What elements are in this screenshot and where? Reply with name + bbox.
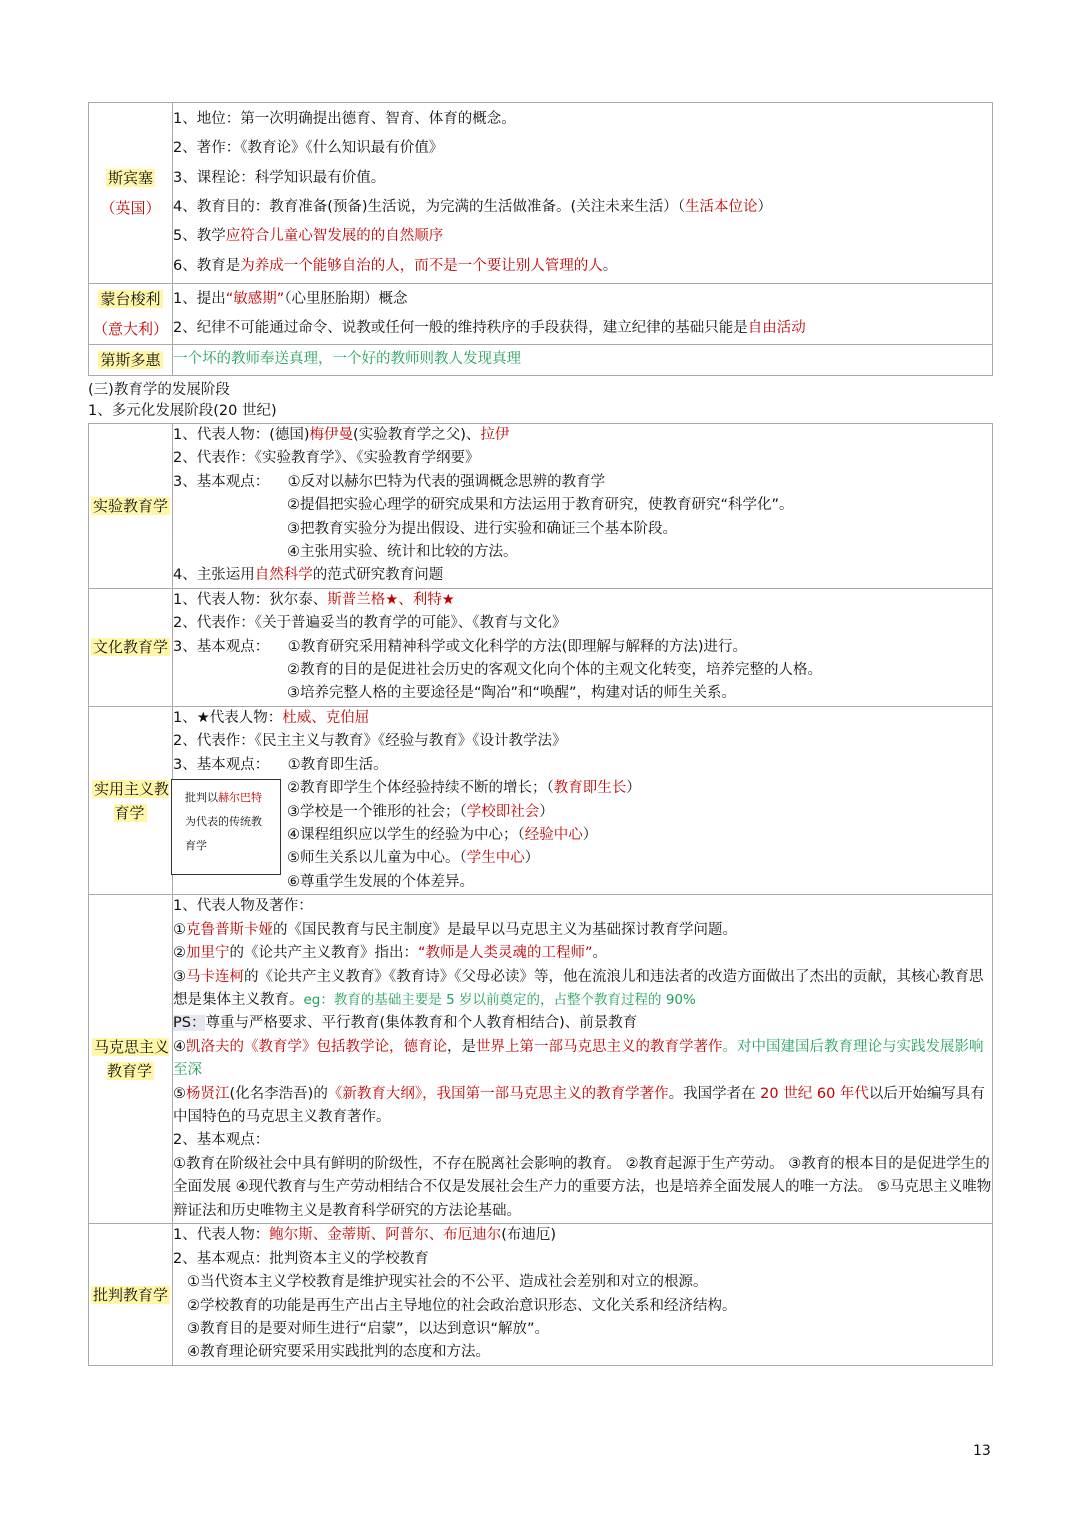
montessori-line-1-end: （心里胚胎期）概念 [284,290,408,307]
cul-spranger-litt: 斯普兰格★、利特★ [327,591,455,608]
row-montessori [89,284,993,345]
marx-kairov [173,1036,992,1083]
schools-table [88,423,993,1366]
marx-p2-num: ② [173,945,186,962]
spencer-line-6-end: 。 [602,257,618,274]
content-cultural [173,588,993,706]
prag-experience-center: 经验中心 [524,826,583,843]
crit-bourdieu: (布迪厄) [501,1227,557,1244]
section-heading: (三)教育学的发展阶段 [88,382,230,398]
marx-yang-text: 。我国学者在 [668,1085,756,1102]
marx-kalinin-quote: “教师是人类灵魂的工程师” [418,945,593,962]
page-number: 13 [973,1443,991,1459]
spencer-self-governing: 为养成一个能够自治的人，而不是一个要让别人管理的人 [240,257,603,274]
marx-kairov-contents: 教学论，德育论 [345,1038,447,1055]
critique-text-1: 批判以 [185,791,218,805]
marx-yang-alias: (化名李浩吾)的 [229,1085,328,1102]
exp-basic-views: 3、基本观点： [173,473,270,490]
prag-view-4-end: ） [582,826,598,843]
critique-note-box [171,779,281,875]
cul-line-3 [173,636,992,659]
prag-view-1: ①教育即生活。 [287,756,388,773]
label-montessori-country: （意大利） [92,320,168,338]
cul-line-1 [173,589,992,612]
page-content [88,102,993,1366]
exp-line-1 [173,424,992,447]
prag-view-2-text: ②教育即学生个体经验持续不断的增长；（ [287,780,554,797]
label-marxist [89,895,173,1224]
exp-natural-science: 自然科学 [254,567,313,584]
marx-ps-text: 尊重与严格要求、平行教育(集体教育和个人教育相结合)、前景教育 [205,1015,638,1032]
crit-view-2: ②学校教育的功能是再生产出占主导地位的社会政治意识形态、文化关系和经济结构。 [187,1297,737,1314]
marx-kalinin [173,942,992,965]
crit-line-1 [173,1224,992,1247]
cul-line-1-text: 1、代表人物：狄尔泰、 [173,591,328,608]
crit-line-1-text: 1、代表人物： [173,1227,270,1244]
spencer-line-4 [173,193,992,222]
content-spencer [173,103,993,284]
content-diesterweg [173,345,993,376]
marx-p3-num: ③ [173,968,186,985]
label-pragmatic [89,706,173,894]
marx-yang [173,1083,992,1130]
exp-view-1: ①反对以赫尔巴特为代表的强调概念思辨的教育学 [287,473,606,490]
exp-line-2: 2、代表作：《实验教育学》、《实验教育学纲要》 [173,450,480,467]
row-spencer [89,103,993,284]
label-montessori-name: 蒙台梭利 [100,290,161,308]
marx-p5-num: ⑤ [173,1085,186,1102]
spencer-line-3: 3、课程论：科学知识最有价值。 [173,169,386,186]
marx-krupskaya-name: 克鲁普斯卡娅 [186,921,273,938]
marx-kairov-is: ，是 [447,1038,476,1055]
row-diesterweg [89,345,993,376]
marx-line-2: 2、基本观点： [173,1132,270,1149]
row-critical [89,1224,993,1366]
row-experimental [89,424,993,589]
spencer-line-6-text: 6、教育是 [173,257,241,274]
crit-view-1: ①当代资本主义学校教育是维护现实社会的不公平、造成社会差别和对立的根源。 [187,1274,708,1291]
spencer-line-4-end: ） [757,199,772,215]
prag-view-6: ⑥尊重学生发展的个体差异。 [287,873,474,890]
marx-kalinin-end: 。 [592,945,608,962]
row-marxist [89,895,993,1224]
cul-line-2: 2、代表作：《关于普遍妥当的教育学的可能》、《教育与文化》 [173,615,567,632]
exp-father: (实验教育学之父)、 [353,427,481,443]
montessori-line-1-text: 1、提出 [173,290,226,307]
crit-view-4: ④教育理论研究要采用实践批判的态度和方法。 [187,1344,490,1361]
marx-kalinin-text: 的《论共产主义教育》指出： [229,945,418,962]
cul-basic-views: 3、基本观点： [173,638,270,655]
label-diesterweg [89,345,173,376]
cul-view-2: ②教育的目的是促进社会历史的客观文化向个体的主观文化转变，培养完整的人格。 [287,662,822,679]
exp-line-4-end: 的范式研究教育问题 [312,567,444,584]
marx-yang-name: 杨贤江 [186,1085,230,1102]
cul-view-1: ①教育研究采用精神科学或文化科学的方法(即理解与解释的方法)进行。 [287,638,747,655]
crit-figures: 鲍尔斯、金蒂斯、阿普尔、布厄迪尔 [269,1227,502,1244]
content-critical [173,1224,993,1366]
spencer-line-1: 1、地位：第一次明确提出德育、智育、体育的概念。 [173,111,516,128]
crit-line-2: 2、基本观点：批判资本主义的学校教育 [173,1250,429,1267]
crit-view-3: ③教育目的是要对师生进行“启蒙”，以达到意识“解放”。 [187,1321,550,1338]
label-spencer-name: 斯宾塞 [107,169,153,187]
prag-view-3 [173,801,992,824]
marx-kairov-name: 凯洛夫 [186,1038,230,1055]
label-cultural-text: 文化教育学 [92,638,168,657]
prag-view-2-end: ） [626,780,641,797]
spencer-life-based: 生活本位论 [684,199,758,215]
montessori-free-activity: 自由活动 [747,320,806,336]
label-pragmatic-text: 实用主义教育学 [93,779,169,822]
critique-line-2: 为代表的传统教 [185,815,262,829]
marx-ps [173,1012,992,1035]
exp-lay: 拉伊 [480,427,510,443]
prag-views-block [173,777,992,894]
prag-line-1 [173,707,992,730]
exp-line-3 [173,471,992,494]
marx-kairov-first: 世界上第一部马克思主义的教育学著作 [476,1038,723,1055]
prag-dewey-kilpatrick: 杜威、克伯屈 [282,709,370,726]
marx-makarenko-name: 马卡连柯 [186,968,244,985]
marx-kalinin-name: 加里宁 [186,945,230,962]
marx-krupskaya-text: 的《国民教育与民主制度》是最早以马克思主义为基础探讨教育学问题。 [273,921,737,938]
prag-student-center: 学生中心 [466,850,525,867]
exp-line-1-text: 1、代表人物：(德国) [173,427,310,443]
marx-makarenko-eg: eg：教育的基础主要是 5 岁以前奠定的，占整个教育过程的 90% [303,991,696,1008]
prag-view-3-end: ） [539,803,554,820]
marx-kairov-book: 的《教育学》包括 [229,1038,346,1055]
exp-meumann: 梅伊曼 [309,427,354,443]
spencer-line-5-text: 5、教学 [173,228,226,245]
content-marxist [173,895,993,1224]
label-experimental [89,424,173,589]
marx-makarenko-text: 的《论共产主义教育》《教育诗》《父母必读》等，他在流浪儿和违法者的改造方面做出了杰出的贡献，其核心教育思想是集体主义教育。 [173,968,984,1008]
spencer-natural-order: 应符合儿童心智发展的的自然顺序 [225,228,444,245]
content-experimental [173,424,993,589]
cul-view-3: ③培养完整人格的主要途径是“陶冶”和“唤醒”，构建对话的师生关系。 [287,685,737,702]
label-montessori [89,284,173,345]
label-critical [89,1224,173,1366]
prag-line-2: 2、代表作：《民主主义与教育》《经验与教育》《设计教学法》 [173,733,567,750]
exp-view-4: ④主张用实验、统计和比较的方法。 [287,544,518,561]
row-pragmatic [89,706,993,894]
marx-ps-label: PS： [173,1015,206,1032]
label-diesterweg-name: 第斯多惠 [100,351,161,369]
marx-p4-num: ④ [173,1038,186,1055]
label-spencer-country: （英国） [100,199,161,217]
prag-view-5 [173,847,992,870]
marx-kairov-impact: 。对中国建国后教育理论与实践发展影响至深 [173,1038,984,1079]
prag-view-4 [173,824,992,847]
prag-basic-views: 3、基本观点： [173,756,270,773]
content-montessori [173,284,993,345]
educators-table [88,102,993,376]
label-critical-text: 批判教育学 [92,1285,168,1304]
marx-krupskaya [173,919,992,942]
marx-makarenko [173,966,992,1013]
section-subheading: 1、多元化发展阶段(20 世纪) [88,403,277,419]
prag-school-society: 学校即社会 [466,803,540,820]
prag-view-2 [173,777,992,800]
montessori-line-2-text: 2、纪律不可能通过命令、说教或任何一般的维持秩序的手段获得，建立纪律的基础只能是 [173,320,748,336]
marx-views: ①教育在阶级社会中具有鲜明的阶级性，不存在脱离社会影响的教育。 ②教育起源于生产劳动。 ③教育的根本目的是促进学生的全面发展 ④现代教育与生产劳动相结合不仅是发展社会生产力的重要方法，也是培养全面发展人的唯一方法。 ⑤马克思主义唯物辩证法和历史唯物主义是教育科学研究的方法论基础。 [173,1155,992,1219]
critique-line-1 [185,786,272,810]
diesterweg-quote: 一个坏的教师奉送真理，一个好的教师则教人发现真理 [173,351,521,368]
marx-line-1: 1、代表人物及著作： [173,898,313,915]
critique-herbart: 赫尔巴特 [218,791,262,805]
critique-line-3: 育学 [185,839,207,853]
exp-view-2: ②提倡把实验心理学的研究成果和方法运用于教育研究，使教育研究“科学化”。 [287,497,794,514]
exp-view-3: ③把教育实验分为提出假设、进行实验和确证三个基本阶段。 [287,520,677,537]
prag-line-3 [173,754,992,777]
spencer-line-5 [173,222,992,251]
label-experimental-text: 实验教育学 [92,496,168,515]
label-marxist-text: 马克思主义教育学 [93,1038,169,1081]
marx-p1-num: ① [173,921,186,938]
marx-yang-book: 《新教育大纲》，我国第一部马克思主义的教育学著作 [327,1085,669,1102]
montessori-line-1 [173,285,992,314]
exp-line-4-text: 4、主张运用 [173,567,255,584]
prag-growth: 教育即生长 [553,780,627,797]
prag-view-3-text: ③学校是一个锥形的社会；（ [287,803,467,820]
prag-view-4-text: ④课程组织应以学生的经验为中心；（ [287,826,525,843]
marx-yang-end: 以后开始编写具有中国特色的马克思主义教育著作。 [173,1085,985,1125]
prag-view-5-text: ⑤师生关系以儿童为中心。（ [287,850,467,867]
prag-line-1-text: 1、★代表人物： [173,709,283,726]
label-cultural [89,588,173,706]
montessori-line-2 [173,314,992,343]
spencer-line-2: 2、著作：《教育论》《什么知识最有价值》 [173,140,444,157]
label-spencer [89,103,173,284]
prag-view-5-end: ） [524,850,540,867]
montessori-sensitive-period: “敏感期” [225,290,285,307]
marx-yang-decade: 20 世纪 60 年代 [755,1085,869,1102]
exp-line-4 [173,564,992,587]
spencer-line-4-text: 4、教育目的：教育准备(预备)生活说，为完满的生活做准备。(关注未来生活）（ [173,199,685,215]
spencer-line-6 [173,252,992,281]
content-pragmatic [173,706,993,894]
row-cultural [89,588,993,706]
